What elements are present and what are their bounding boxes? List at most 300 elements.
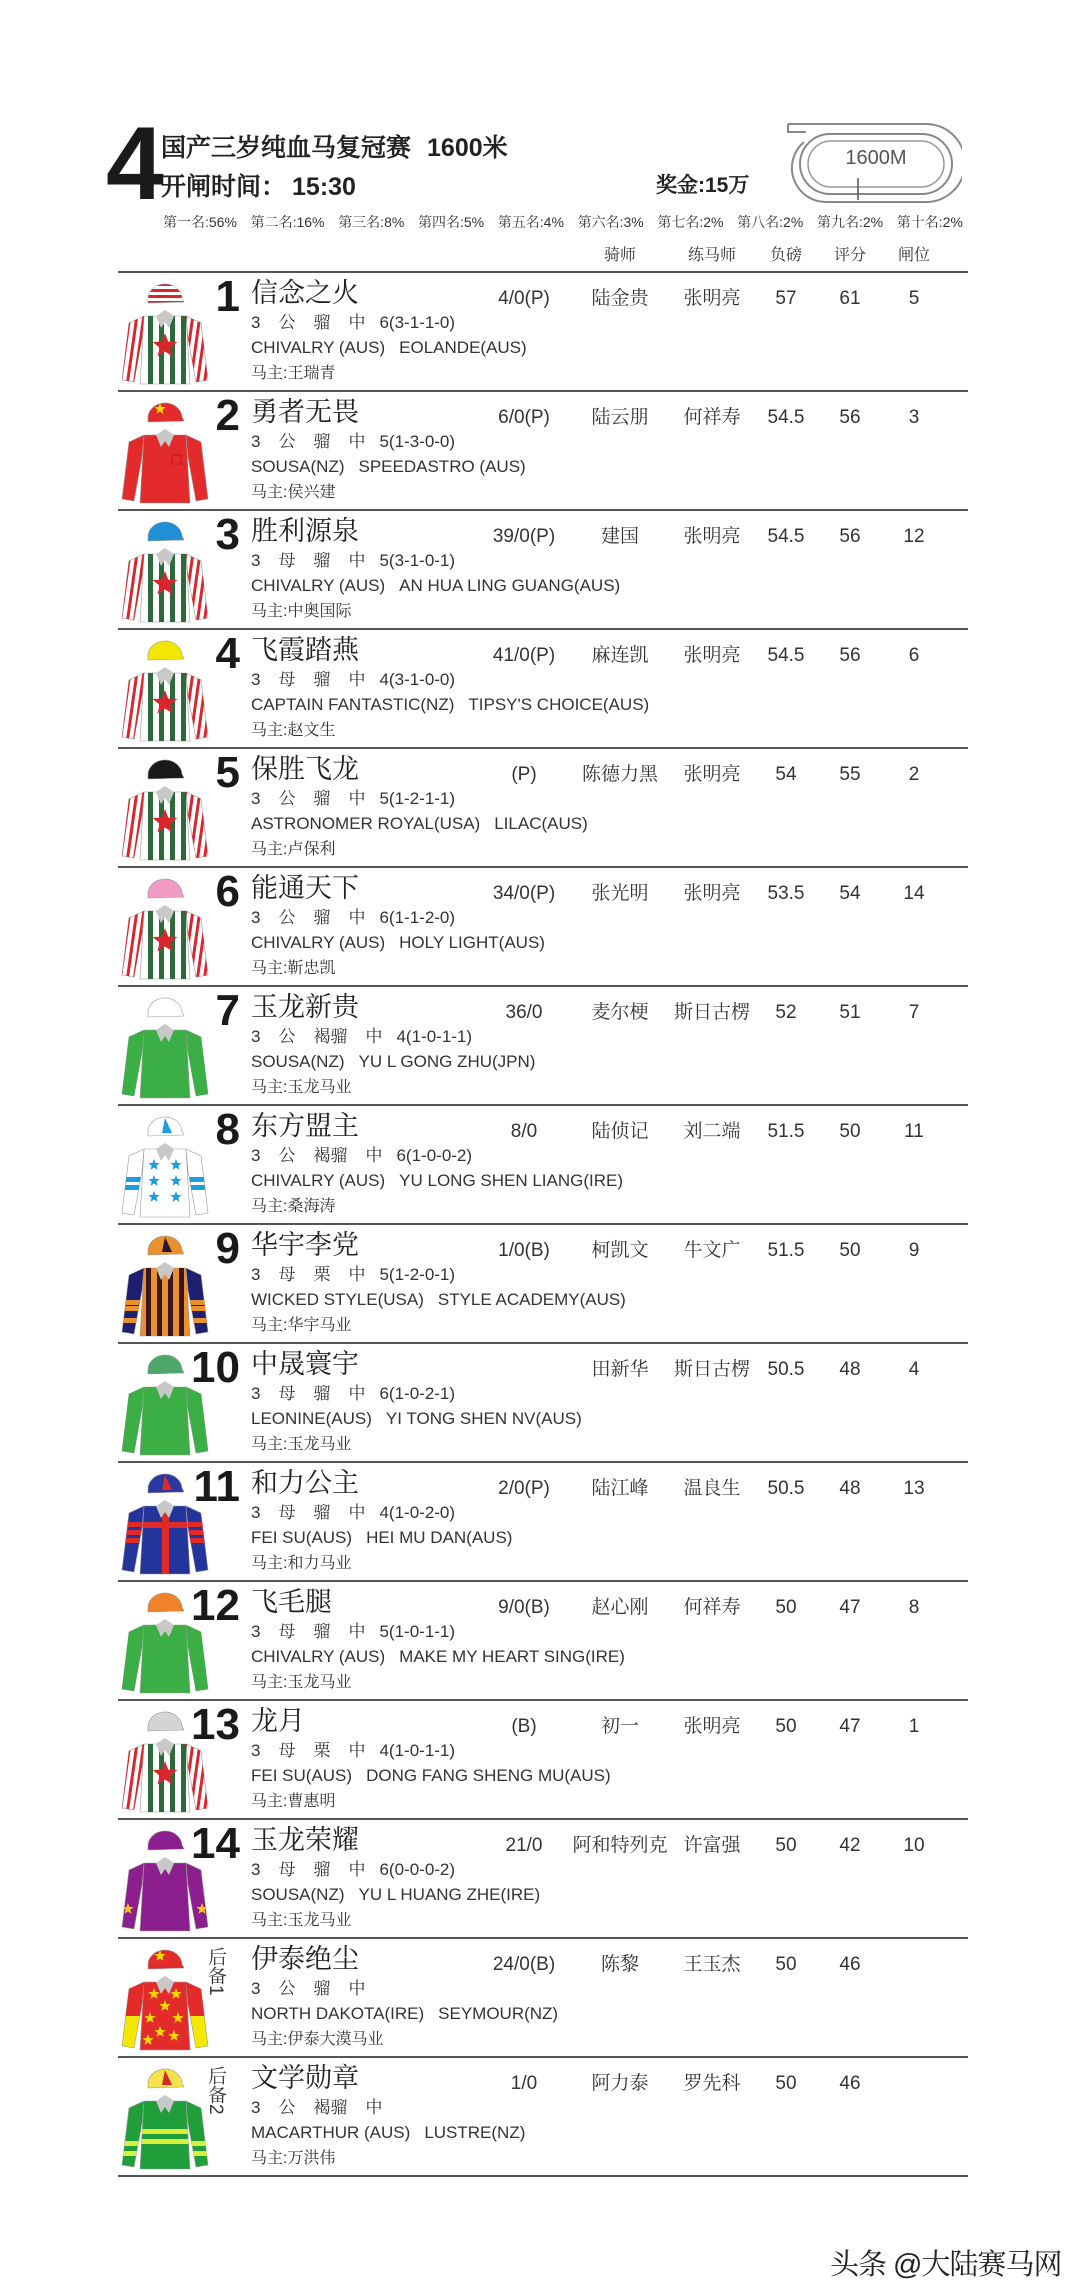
horse-age: 3 [251,551,261,570]
saddle-number: 8 [215,1105,240,1154]
sire: CHIVALRY (AUS) [251,933,386,952]
prize-share: 第七名:2% [657,214,724,230]
rating: 51 [839,1002,861,1023]
owner: 马主:侯兴建 [251,484,336,501]
odds: 34/0(P) [492,883,556,904]
dam: TIPSY'S CHOICE(AUS) [468,695,650,714]
jockey: 陆江峰 [591,1478,649,1499]
prize-share: 第一名:56% [163,214,237,230]
pedigree [251,2122,525,2144]
jockey: 田新华 [591,1359,649,1380]
rating: 48 [839,1359,861,1380]
horse-record: 4(3-1-0-0) [379,670,456,689]
horse-color: 骝 [313,670,331,689]
track-distance-label: 1600M [845,147,907,169]
horse-record: 5(1-2-1-1) [379,789,456,808]
jockey-silk-icon [120,1942,210,2054]
horse-record: 5(3-1-0-1) [379,551,456,570]
horse-age: 3 [251,1384,261,1403]
weight: 50 [775,1954,797,1975]
horse-sex: 母 [278,1741,296,1760]
prize-money: 奖金:15万 [656,174,750,197]
horse-sex: 母 [278,670,296,689]
horse-color: 栗 [313,1741,331,1760]
horse-age: 3 [251,1503,261,1522]
owner: 马主:玉龙马业 [251,1079,352,1096]
horse-info [251,1859,455,1881]
horse-color: 骝 [313,1503,331,1522]
horse-class: 中 [348,551,366,570]
reserve-label: 后备2 [205,2066,226,2115]
odds: (P) [511,764,537,785]
prize-share: 第五名:4% [497,214,564,230]
horse-name: 信念之火 [251,278,359,308]
column-header-jockey: 骑师 [603,247,637,264]
sire: FEI SU(AUS) [251,1766,353,1785]
rating: 50 [839,1121,861,1142]
sire: CHIVALRY (AUS) [251,1647,386,1666]
runner-row [118,511,968,630]
pedigree [251,1646,625,1668]
sire: CHIVALRY (AUS) [251,338,386,357]
sire: CAPTAIN FANTASTIC(NZ) [251,695,455,714]
horse-record: 4(1-0-1-1) [379,1741,456,1760]
prize-share: 第六名:3% [577,214,644,230]
horse-color: 骝 [313,789,331,808]
draw: 2 [908,764,920,785]
dam: YU LONG SHEN LIANG(IRE) [399,1171,624,1190]
horse-record: 5(1-3-0-0) [379,432,456,451]
dam: DONG FANG SHENG MU(AUS) [366,1766,611,1785]
pedigree [251,1527,512,1549]
start-time-label: 开闸时间： [161,173,287,201]
prize-share: 第八名:2% [737,214,804,230]
saddle-number: 2 [215,391,240,440]
pedigree [251,1884,540,1906]
weight: 50 [775,1597,797,1618]
horse-record: 6(1-0-2-1) [379,1384,456,1403]
horse-class: 中 [348,789,366,808]
horse-info [251,550,455,572]
horse-name: 玉龙新贵 [251,992,359,1022]
runner-row [118,2058,968,2177]
horse-sex: 母 [278,551,296,570]
horse-color: 褐骝 [313,2098,348,2117]
jockey: 赵心刚 [591,1597,649,1618]
draw: 14 [903,883,925,904]
saddle-number: 7 [215,986,240,1035]
jockey: 阿力泰 [591,2073,649,2094]
horse-class: 中 [348,1265,366,1284]
horse-color: 骝 [313,1860,331,1879]
owner: 马主:中奥国际 [251,603,352,620]
sire: WICKED STYLE(USA) [251,1290,424,1309]
dam: SPEEDASTRO (AUS) [358,457,526,476]
horse-class: 中 [365,1146,383,1165]
rating: 47 [839,1716,861,1737]
horse-age: 3 [251,313,261,332]
horse-color: 褐骝 [313,1027,348,1046]
weight: 51.5 [767,1240,805,1261]
horse-class: 中 [348,1622,366,1641]
horse-class: 中 [348,670,366,689]
weight: 50 [775,1716,797,1737]
trainer: 何祥寿 [683,1597,741,1618]
runner-row [118,1582,968,1701]
rating: 61 [839,288,861,309]
horse-name: 飞霞踏燕 [251,635,359,665]
horse-name: 保胜飞龙 [251,754,359,784]
draw: 4 [908,1359,920,1380]
weight: 54 [775,764,797,785]
horse-sex: 母 [278,1860,296,1879]
horse-info [251,1383,455,1405]
horse-info [251,788,455,810]
sire: ASTRONOMER ROYAL(USA) [251,814,481,833]
saddle-number: 4 [215,629,240,678]
draw: 11 [904,1121,924,1142]
horse-color: 骝 [313,551,331,570]
horse-sex: 母 [278,1622,296,1641]
weight: 50.5 [767,1478,805,1499]
draw: 1 [908,1716,920,1737]
race-name: 国产三岁纯血马复冠赛 [161,134,412,162]
trainer: 斯日古楞 [673,1002,751,1023]
odds: 21/0 [505,1835,543,1856]
trainer: 刘二端 [683,1121,741,1142]
runners-table [118,271,968,2177]
draw: 5 [908,288,920,309]
horse-record: 6(3-1-1-0) [379,313,456,332]
horse-color: 骝 [313,432,331,451]
weight: 54.5 [767,407,805,428]
horse-name: 玉龙荣耀 [251,1825,359,1855]
draw: 12 [903,526,925,547]
runner-row [118,1939,968,2058]
prize-share: 第四名:5% [417,214,485,230]
horse-name: 勇者无畏 [251,397,359,427]
horse-name: 中晟寰宇 [251,1349,359,1379]
horse-name: 和力公主 [251,1468,359,1498]
horse-name: 伊泰绝尘 [251,1944,359,1974]
dam: HEI MU DAN(AUS) [366,1528,513,1547]
odds: 9/0(B) [498,1597,550,1618]
horse-info [251,907,455,929]
sire: CHIVALRY (AUS) [251,1171,386,1190]
prize-share: 第二名:16% [250,214,325,230]
owner: 马主:曹惠明 [251,1793,336,1810]
jockey: 阿和特列克 [572,1835,668,1856]
weight: 50 [775,2073,797,2094]
horse-age: 3 [251,1860,261,1879]
weight: 52 [775,1002,797,1023]
saddle-number: 5 [215,748,240,797]
sire: NORTH DAKOTA(IRE) [251,2004,425,2023]
dam: SEYMOUR(NZ) [438,2004,559,2023]
pedigree [251,932,545,954]
owner: 马主:玉龙马业 [251,1674,352,1691]
owner: 马主:桑海涛 [251,1198,336,1215]
dam: YI TONG SHEN NV(AUS) [385,1409,582,1428]
horse-age: 3 [251,2098,261,2117]
owner: 马主:万洪伟 [251,2150,336,2167]
saddle-number: 11 [193,1462,240,1511]
horse-info [251,2097,396,2119]
horse-color: 骝 [313,1384,331,1403]
owner: 马主:玉龙马业 [251,1436,352,1453]
jockey: 麻连凯 [591,645,649,666]
draw: 7 [908,1002,920,1023]
horse-age: 3 [251,1265,261,1284]
prize-share: 第十名:2% [896,214,963,230]
rating: 54 [839,883,861,904]
rating: 46 [839,1954,861,1975]
horse-sex: 公 [278,789,296,808]
runner-row [118,749,968,868]
horse-name: 飞毛腿 [251,1587,332,1617]
runner-row [118,1820,968,1939]
jockey: 陈德力黑 [581,764,659,785]
runner-row [118,1701,968,1820]
saddle-number: 1 [215,272,240,321]
trainer: 牛文广 [683,1240,741,1261]
horse-class: 中 [365,2098,383,2117]
saddle-number: 6 [215,867,240,916]
race-distance: 1600米 [427,134,508,162]
horse-info [251,312,455,334]
pedigree [251,337,527,359]
odds: 36/0 [505,1002,543,1023]
trainer: 张明亮 [683,764,741,785]
horse-name: 龙月 [251,1706,305,1736]
horse-sex: 公 [278,1146,296,1165]
odds: 6/0(P) [498,407,550,428]
draw: 10 [903,1835,925,1856]
horse-name: 文学勋章 [251,2063,359,2093]
weight: 57 [775,288,797,309]
runner-row [118,273,968,392]
horse-class: 中 [348,313,366,332]
horse-info [251,1026,472,1048]
pedigree [251,2003,558,2025]
horse-info [251,1264,455,1286]
horse-record: 4(1-0-2-0) [379,1503,456,1522]
rating: 48 [839,1478,861,1499]
odds: 41/0(P) [492,645,556,666]
sire: CHIVALRY (AUS) [251,576,386,595]
owner: 马主:靳忠凯 [251,960,336,977]
draw: 8 [908,1597,920,1618]
owner: 马主:赵文生 [251,722,336,739]
jockey: 麦尔梗 [591,1002,649,1023]
dam: STYLE ACADEMY(AUS) [437,1290,626,1309]
sire: LEONINE(AUS) [251,1409,372,1428]
runner-row [118,1225,968,1344]
sire: SOUSA(NZ) [251,1052,345,1071]
rating: 55 [839,764,861,785]
horse-info [251,669,455,691]
runner-row [118,987,968,1106]
column-header-weight: 负磅 [769,247,803,264]
jockey: 陈黎 [600,1954,640,1975]
horse-class: 中 [348,908,366,927]
pedigree [251,456,526,478]
saddle-number: 3 [215,510,240,559]
dam: HOLY LIGHT(AUS) [399,933,545,952]
saddle-number: 10 [191,1343,240,1392]
pedigree [251,1170,623,1192]
horse-record: 5(1-0-1-1) [379,1622,456,1641]
rating: 56 [839,526,861,547]
horse-class: 中 [348,432,366,451]
horse-info [251,1740,455,1762]
watermark: 头条 @大陆赛马网 [830,2249,1062,2281]
column-header-trainer: 练马师 [687,247,737,264]
owner: 马主:伊泰大漠马业 [251,2031,384,2048]
rating: 42 [839,1835,861,1856]
jockey: 陆云朋 [591,407,649,428]
horse-color: 骝 [313,1622,331,1641]
odds: 2/0(P) [498,1478,550,1499]
weight: 50 [775,1835,797,1856]
horse-class: 中 [348,1860,366,1879]
horse-sex: 公 [278,908,296,927]
horse-record: 6(0-0-0-2) [379,1860,456,1879]
horse-sex: 公 [278,1979,296,1998]
horse-age: 3 [251,1741,261,1760]
weight: 50.5 [767,1359,805,1380]
horse-name: 胜利源泉 [251,516,359,546]
horse-record: 4(1-0-1-1) [396,1027,473,1046]
weight: 53.5 [767,883,805,904]
runner-row [118,392,968,511]
trainer: 张明亮 [683,645,741,666]
saddle-number: 9 [215,1224,240,1273]
horse-info [251,1978,379,2000]
rating: 56 [839,407,861,428]
owner: 马主:玉龙马业 [251,1912,352,1929]
race-title [161,128,508,164]
dam: AN HUA LING GUANG(AUS) [399,576,621,595]
dam: YU L HUANG ZHE(IRE) [358,1885,541,1904]
owner: 马主:和力马业 [251,1555,352,1572]
horse-age: 3 [251,1146,261,1165]
saddle-number: 14 [191,1819,240,1868]
weight: 54.5 [767,645,805,666]
saddle-number: 13 [191,1700,240,1749]
horse-age: 3 [251,670,261,689]
trainer: 罗先科 [683,2073,741,2094]
horse-color: 骝 [313,908,331,927]
horse-record: 6(1-0-0-2) [396,1146,473,1165]
trainer: 张明亮 [683,883,741,904]
rating: 50 [839,1240,861,1261]
weight: 51.5 [767,1121,805,1142]
horse-class: 中 [348,1384,366,1403]
draw: 6 [908,645,920,666]
trainer: 张明亮 [683,1716,741,1737]
sire: MACARTHUR (AUS) [251,2123,411,2142]
horse-sex: 母 [278,1503,296,1522]
column-header-draw: 闸位 [897,247,931,264]
dam: EOLANDE(AUS) [399,338,527,357]
pedigree [251,1289,626,1311]
draw: 13 [903,1478,925,1499]
trainer: 许富强 [683,1835,741,1856]
horse-sex: 公 [278,2098,296,2117]
horse-sex: 母 [278,1384,296,1403]
column-header-rating: 评分 [833,247,867,264]
owner: 马主:卢保利 [251,841,336,858]
odds: 4/0(P) [498,288,550,309]
dam: MAKE MY HEART SING(IRE) [399,1647,625,1666]
runner-row [118,1344,968,1463]
sire: SOUSA(NZ) [251,457,345,476]
prize-share: 第九名:2% [816,214,884,230]
trainer: 斯日古楞 [673,1359,751,1380]
horse-age: 3 [251,432,261,451]
sire: SOUSA(NZ) [251,1885,345,1904]
draw: 3 [908,407,920,428]
horse-sex: 公 [278,313,296,332]
horse-sex: 公 [278,1027,296,1046]
reserve-label: 后备1 [205,1947,226,1996]
pedigree [251,813,588,835]
horse-age: 3 [251,908,261,927]
trainer: 王玉杰 [683,1954,741,1975]
horse-age: 3 [251,789,261,808]
horse-color: 栗 [313,1265,331,1284]
horse-class: 中 [348,1503,366,1522]
jockey: 陆侦记 [591,1121,649,1142]
horse-sex: 公 [278,432,296,451]
horse-name: 华宇李党 [251,1230,359,1260]
horse-sex: 母 [278,1265,296,1284]
trainer: 张明亮 [683,526,741,547]
owner: 马主:王瑞青 [251,365,336,382]
start-time [161,167,356,203]
odds: 39/0(P) [492,526,556,547]
horse-age: 3 [251,1979,261,1998]
horse-color: 骝 [313,313,331,332]
odds: 8/0 [510,1121,538,1142]
horse-record: 6(1-1-2-0) [379,908,456,927]
jockey-silk-icon [120,2061,210,2173]
horse-record: 5(1-2-0-1) [379,1265,456,1284]
pedigree [251,1051,535,1073]
dam: YU L GONG ZHU(JPN) [358,1052,536,1071]
owner: 马主:华宇马业 [251,1317,352,1334]
jockey: 初一 [600,1716,640,1737]
rating: 46 [839,2073,861,2094]
horse-info [251,1502,455,1524]
horse-info [251,1145,472,1167]
horse-class: 中 [348,1741,366,1760]
horse-class: 中 [365,1027,383,1046]
race-number: 4 [106,106,162,222]
pedigree [251,1408,582,1430]
odds: 24/0(B) [492,1954,556,1975]
horse-name: 东方盟主 [251,1111,359,1141]
rating: 56 [839,645,861,666]
pedigree [251,575,620,597]
rating: 47 [839,1597,861,1618]
runner-row [118,1106,968,1225]
trainer: 何祥寿 [683,407,741,428]
horse-info [251,431,455,453]
odds: (B) [511,1716,537,1737]
runner-row [118,868,968,987]
